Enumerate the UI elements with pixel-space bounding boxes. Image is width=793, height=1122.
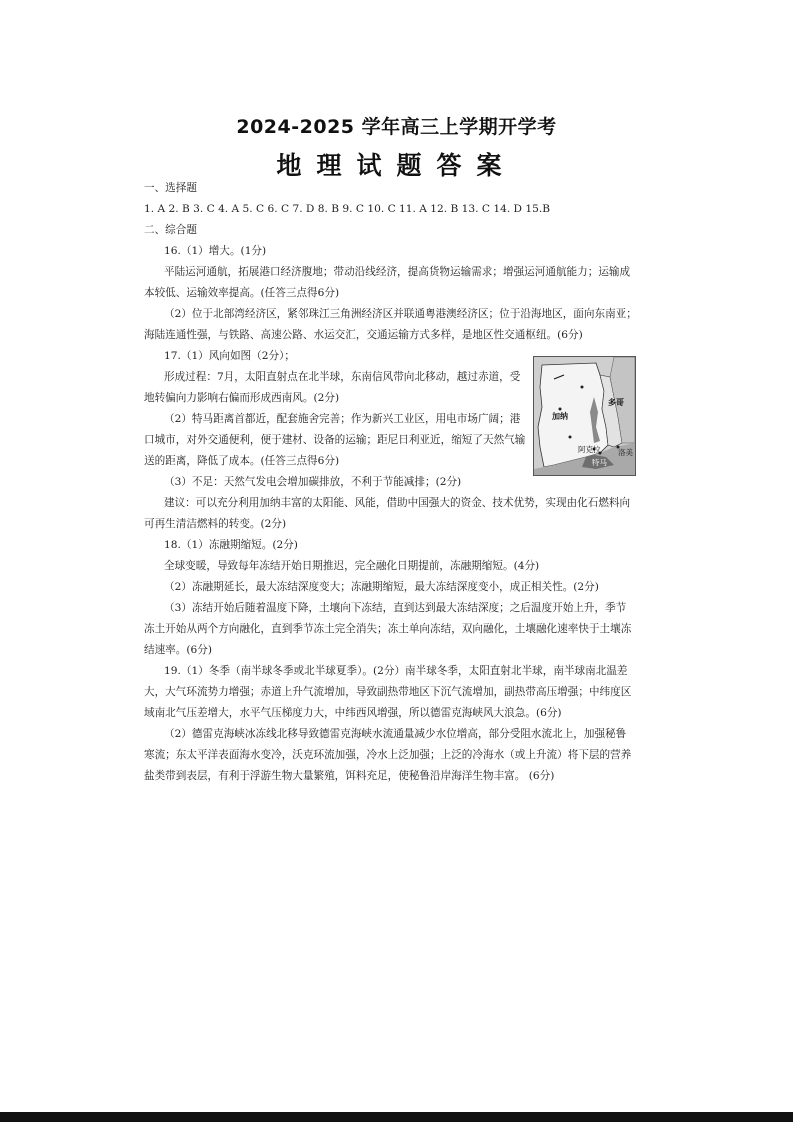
scan-bottom-edge [0,1112,793,1122]
answer-line: 域南北气压差增大，水平气压梯度力大，中纬西风增强，所以德雷克海峡风大浪急。(6分) [144,707,562,719]
map-label-lome: 洛美 [618,448,633,457]
answer-line: （2）特马距离首都近，配套施舍完善；作为新兴工业区，用电市场广阔；港 [164,413,521,425]
answer-line: 口城市，对外交通便利，便于建材、设备的运输；距尼日利亚近，缩短了天然气输 [144,434,526,446]
answer-line: 形成过程：7月，太阳直射点在北半球，东南信风带向北移动，越过赤道，受 [164,371,521,383]
answer-line: （2）德雷克海峡冰冻线北移导致德雷克海峡水流通量减少水位增高，部分受阻水流北上，加强秘鲁 [164,728,627,740]
answer-line: 一、选择题 [144,182,197,194]
answer-line: 18.（1）冻融期缩短。(2分) [164,539,298,551]
map-label-togo: 多哥 [608,398,624,407]
answer-line: 海陆连通性强，与铁路、高速公路、水运交汇，交通运输方式多样，是地区性交通枢纽。(6分) [144,329,583,341]
answer-line: （2）冻融期延长，最大冻结深度变大；冻融期缩短，最大冻结深度变小，成正相关性。(2分) [164,581,599,593]
answer-line: 平陆运河通航，拓展港口经济腹地；带动沿线经济，提高货物运输需求；增强运河通航能力；运输成 [164,266,631,278]
answer-line: 全球变暖，导致每年冻结开始日期推迟，完全融化日期提前，冻融期缩短。(4分) [164,560,540,572]
answer-line: 大，大气环流势力增强；赤道上升气流增加，导致副热带地区下沉气流增加，副热带高压增强；中纬度区 [144,686,632,698]
answer-line: （3）不足：天然气发电会增加碳排放，不利于节能减排；(2分) [164,476,462,488]
map-label-ghana: 加纳 [552,412,568,421]
answer-line: 本较低、运输效率提高。(任答三点得6分) [144,287,340,299]
answer-line: 寒流；东太平洋表面海水变冷，沃克环流加强，冷水上泛加强；上泛的冷海水（或上升流）将下层的营养 [144,749,632,761]
answer-line: 可再生清洁燃料的转变。(2分) [144,518,287,530]
answer-line: （2）位于北部湾经济区，紧邻珠江三角洲经济区并联通粤港澳经济区；位于沿海地区，面向东南亚； [164,308,637,320]
answer-line: 二、综合题 [144,224,197,236]
answer-line: 19.（1）冬季（南半球冬季或北半球夏季）。(2分）南半球冬季，太阳直射北半球，南半球南北温差 [164,665,628,677]
answer-line: 结速率。(6分) [144,644,212,656]
answer-line: 16.（1）增大。(1分) [164,245,267,257]
answer-title: 地理试题答案 [276,151,517,180]
answer-line: （3）冻结开始后随着温度下降，土壤向下冻结，直到达到最大冻结深度；之后温度开始上升，季节 [164,602,627,614]
answer-line: 冻土开始从两个方向融化，直到季节冻土完全消失；冻土单向冻结，双向融化，土壤融化速率快于土壤冻 [144,623,632,635]
answer-line: 送的距离，降低了成本。(任答三点得6分) [144,455,340,467]
answer-line: 17.（1）风向如图（2分）； [164,350,295,362]
answer-line: 地转偏向力影响右偏而形成西南风。(2分) [144,392,340,404]
answer-line: 建议：可以充分利用加纳丰富的太阳能、风能，借助中国强大的资金、技术优势，实现由化石燃料向 [164,497,631,509]
answer-line: 盐类带到表层，有利于浮游生物大量繁殖，饵料充足，使秘鲁沿岸海洋生物丰富。 (6分) [144,770,555,782]
answer-line: 1. A 2. B 3. C 4. A 5. C 6. C 7. D 8. B 9. C 10. C 11. A 12. B 13. C 14. D 15.B [144,203,551,215]
exam-title: 2024-2025 学年高三上学期开学考 [236,116,557,138]
map-label-accra: 阿克拉 [578,445,601,454]
ghana-map-figure [533,356,636,476]
map-label-tema: 特马 [592,458,607,467]
